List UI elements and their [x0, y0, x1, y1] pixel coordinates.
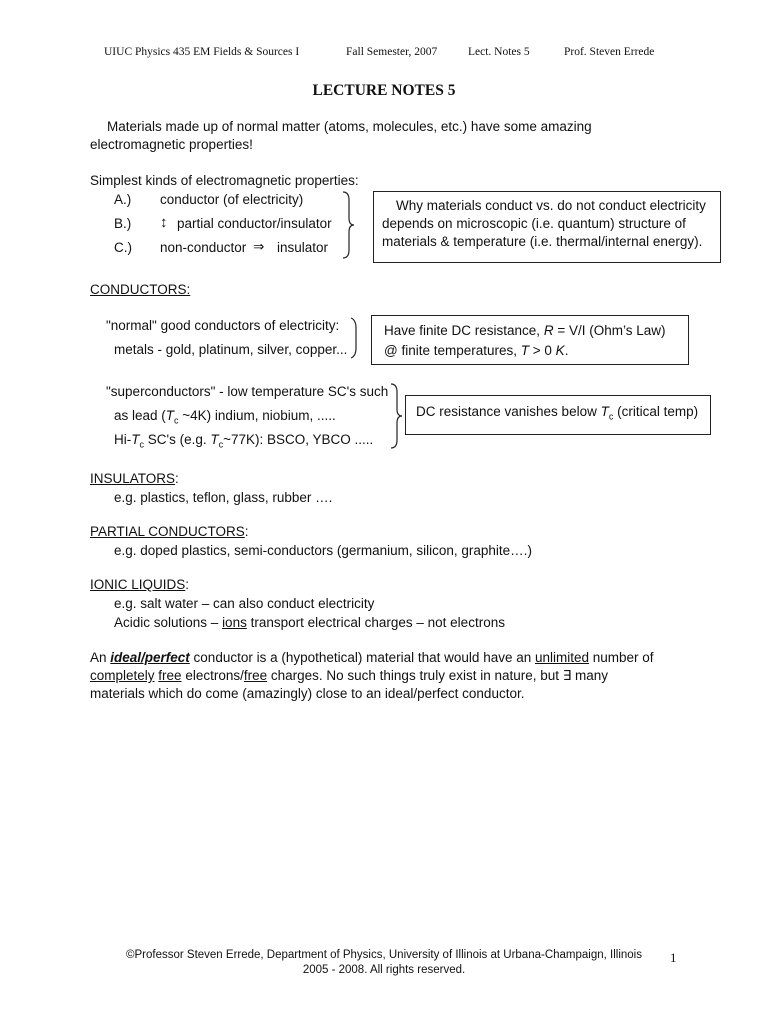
property-c-result: insulator	[277, 240, 329, 255]
conduction-note-line-2: depends on microscopic (i.e. quantum) structure of	[382, 216, 686, 231]
property-b-label: B.)	[114, 216, 132, 231]
implies-arrow-icon: ⇒	[253, 239, 265, 254]
resistance-symbol: R	[543, 323, 554, 338]
insulators-heading: INSULATORS:	[90, 471, 179, 486]
critical-temp-symbol: T	[600, 404, 609, 419]
critical-temp-text: DC resistance vanishes below	[416, 404, 601, 419]
critical-temp-subscript: c	[608, 411, 614, 422]
superconductors-line-2: as lead ($T_c$ ~4K) indium, niobium, .....	[114, 408, 336, 426]
superconductors-line-3: $Hi-T_c$ SC's (e.g. $T_c\sim 77K$): BSCO, YBCO .....	[114, 432, 374, 450]
ohms-law-box	[371, 315, 689, 365]
header-lecture: Lect. Notes 5	[468, 46, 530, 58]
header-professor: Prof. Steven Errede	[564, 46, 655, 58]
ionic-liquids-line-2: Acidic solutions – ions transport electrical charges – not electrons	[114, 615, 505, 630]
normal-conductors-line-1: "normal" good conductors of electricity:	[106, 318, 340, 333]
normal-conductors-bracket-icon	[348, 316, 362, 360]
kelvin-symbol: K	[555, 343, 565, 358]
property-a-text: conductor (of electricity)	[160, 192, 304, 207]
ohms-law-text: Have finite DC resistance,	[384, 323, 544, 338]
critical-temp-box	[405, 395, 711, 435]
superconductors-brace-icon	[388, 382, 404, 450]
ionic-liquids-line-1: e.g. salt water – can also conduct electricity	[114, 596, 375, 611]
property-a-label: A.)	[114, 192, 132, 207]
up-down-arrow-icon: ↕	[160, 214, 168, 231]
page-number: 1	[670, 950, 677, 965]
conduction-note-box	[373, 191, 721, 263]
partial-conductors-heading: PARTIAL CONDUCTORS:	[90, 524, 249, 539]
property-c-text: non-conductor	[160, 240, 247, 255]
conduction-note-line-3: materials & temperature (i.e. thermal/internal energy).	[382, 234, 703, 249]
conductors-heading: CONDUCTORS:	[90, 282, 191, 297]
property-c-label: C.)	[114, 240, 132, 255]
normal-conductors-line-2: metals - gold, platinum, silver, copper...	[114, 342, 348, 357]
superconductors-line-1: "superconductors" - low temperature SC's such	[106, 384, 389, 399]
finite-temp-text: @ finite temperatures,	[384, 343, 521, 358]
page-title: LECTURE NOTES 5	[312, 82, 456, 99]
temperature-symbol: T	[520, 343, 530, 358]
header-course: UIUC Physics 435 EM Fields & Sources I	[104, 46, 300, 58]
properties-heading: Simplest kinds of electromagnetic properties:	[90, 173, 359, 188]
finite-temp-condition: > 0	[529, 343, 556, 358]
header-semester: Fall Semester, 2007	[346, 46, 438, 58]
intro-line-1: Materials made up of normal matter (atoms, molecules, etc.) have some amazing	[107, 119, 592, 134]
insulators-example: e.g. plastics, teflon, glass, rubber ….	[114, 490, 333, 505]
ideal-conductor-line-2: completely free electrons/free charges. No such things truly exist in nature, but ∃ many	[90, 668, 609, 683]
property-b-text: partial conductor/insulator	[177, 216, 332, 231]
critical-temp-suffix: (critical temp)	[613, 404, 699, 419]
ohms-law-formula: = V/I (Ohm’s Law)	[553, 323, 666, 338]
footer-copyright: ©Professor Steven Errede, Department of Physics, University of Illinois at Urbana-Champaign, Illinois	[126, 949, 642, 961]
finite-temp-period: .	[564, 343, 569, 358]
intro-line-2: electromagnetic properties!	[90, 137, 253, 152]
properties-brace-icon	[340, 190, 356, 260]
partial-conductors-example: e.g. doped plastics, semi-conductors (germanium, silicon, graphite….)	[114, 543, 532, 558]
footer-rights: 2005 - 2008. All rights reserved.	[302, 964, 466, 976]
ionic-liquids-heading: IONIC LIQUIDS:	[90, 577, 190, 592]
ideal-conductor-line-1: An ideal/perfect conductor is a (hypothetical) material that would have an unlimited number of	[90, 650, 654, 665]
ideal-conductor-line-3: materials which do come (amazingly) close to an ideal/perfect conductor.	[90, 686, 525, 701]
conduction-note-line-1: Why materials conduct vs. do not conduct electricity	[396, 198, 706, 213]
